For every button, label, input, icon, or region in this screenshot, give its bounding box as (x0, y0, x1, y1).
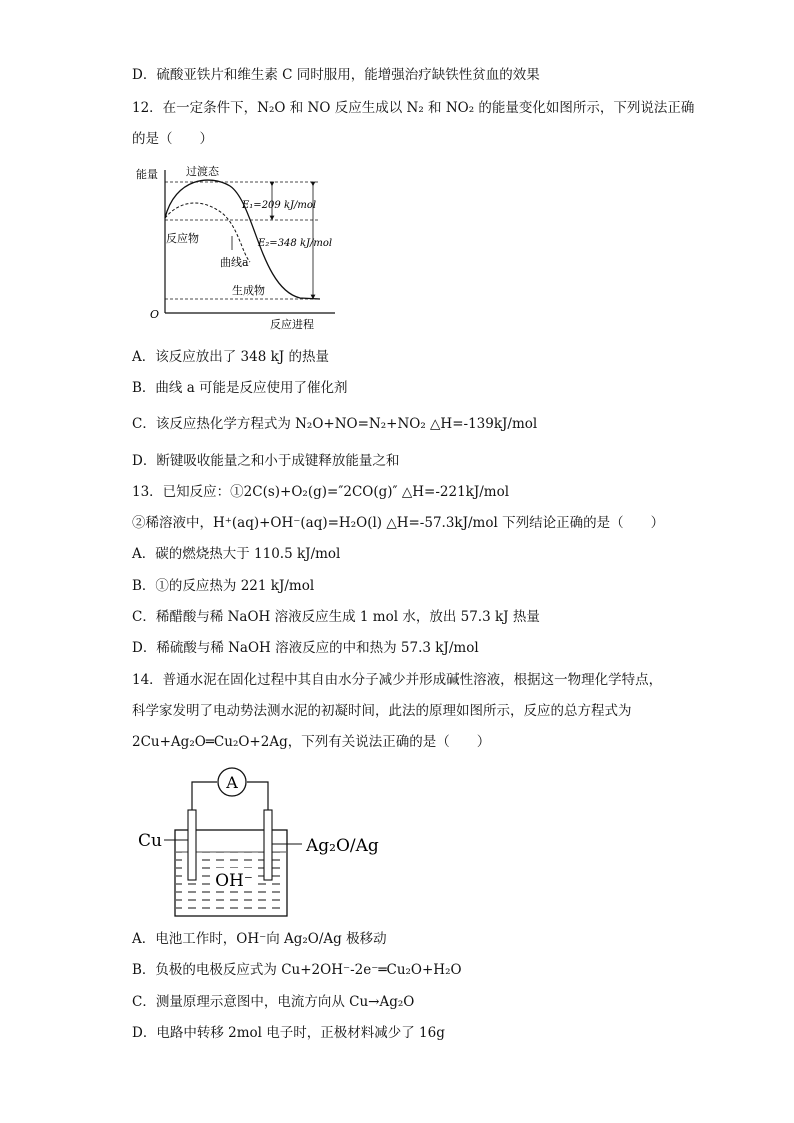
electrolyte-label: OH⁻ (215, 871, 253, 891)
e1-label: E₁=209 kJ/mol (242, 200, 317, 211)
q14-stem-line2: 科学家发明了电动势法测水泥的初凝时间，此法的原理如图所示，反应的总方程式为 (132, 703, 632, 719)
q12-option-a: A．该反应放出了 348 kJ 的热量 (132, 349, 329, 365)
ag2o-electrode (264, 810, 272, 880)
electrochemical-cell-diagram (130, 760, 395, 920)
q12-stem-line1: 12．在一定条件下，N₂O 和 NO 反应生成以 N₂ 和 NO₂ 的能量变化如图所示，下列说法正确 (132, 100, 695, 116)
q13-stem-line2: ②稀溶液中，H⁺(aq)+OH⁻(aq)=H₂O(l) △H=-57.3kJ/mol 下列结论正确的是（ ） (132, 515, 665, 531)
q12-stem-line2: 的是（ ） (132, 131, 213, 147)
x-axis-label: 反应进程 (270, 318, 314, 331)
origin-label: O (150, 308, 160, 321)
curve-a-label: 曲线a (220, 256, 249, 269)
q14-option-a: A．电池工作时，OH⁻向 Ag₂O/Ag 极移动 (132, 931, 387, 947)
reactant-label: 反应物 (166, 232, 199, 245)
ammeter-label: A (226, 773, 238, 792)
y-axis-label: 能量 (136, 168, 158, 181)
q13-option-c: C．稀醋酸与稀 NaOH 溶液反应生成 1 mol 水，放出 57.3 kJ 热量 (132, 609, 540, 625)
product-label: 生成物 (232, 284, 265, 297)
q13-option-b: B．①的反应热为 221 kJ/mol (132, 578, 315, 594)
transition-state-label: 过渡态 (186, 165, 219, 178)
e2-label: E₂=348 kJ/mol (258, 238, 333, 249)
q12-option-c: C．该反应热化学方程式为 N₂O+NO=N₂+NO₂ △H=-139kJ/mol (132, 416, 538, 432)
q11-option-d: D．硫酸亚铁片和维生素 C 同时服用，能增强治疗缺铁性贫血的效果 (132, 67, 540, 83)
cu-electrode (188, 810, 196, 880)
q13-option-a: A．碳的燃烧热大于 110.5 kJ/mol (132, 546, 341, 562)
q14-stem-line1: 14．普通水泥在固化过程中其自由水分子减少并形成碱性溶液，根据这一物理化学特点， (132, 672, 663, 688)
q14-stem-line3: 2Cu+Ag₂O═Cu₂O+2Ag，下列有关说法正确的是（ ） (132, 734, 491, 750)
q13-stem-line1: 13．已知反应：①2C(s)+O₂(g)=″2CO(g)″ △H=-221kJ/mol (132, 484, 510, 500)
q14-option-c: C．测量原理示意图中，电流方向从 Cu→Ag₂O (132, 994, 415, 1010)
q14-option-b: B．负极的电极反应式为 Cu+2OH⁻-2e⁻═Cu₂O+H₂O (132, 962, 462, 978)
ag2o-electrode-label: Ag₂O/Ag (306, 836, 379, 856)
q14-option-d: D．电路中转移 2mol 电子时，正极材料减少了 16g (132, 1025, 445, 1041)
energy-diagram (130, 158, 345, 333)
cu-electrode-label: Cu (138, 831, 162, 851)
q13-option-d: D．稀硫酸与稀 NaOH 溶液反应的中和热为 57.3 kJ/mol (132, 640, 479, 656)
q12-option-d: D．断键吸收能量之和小于成键释放能量之和 (132, 453, 400, 469)
q12-option-b: B．曲线 a 可能是反应使用了催化剂 (132, 380, 348, 396)
